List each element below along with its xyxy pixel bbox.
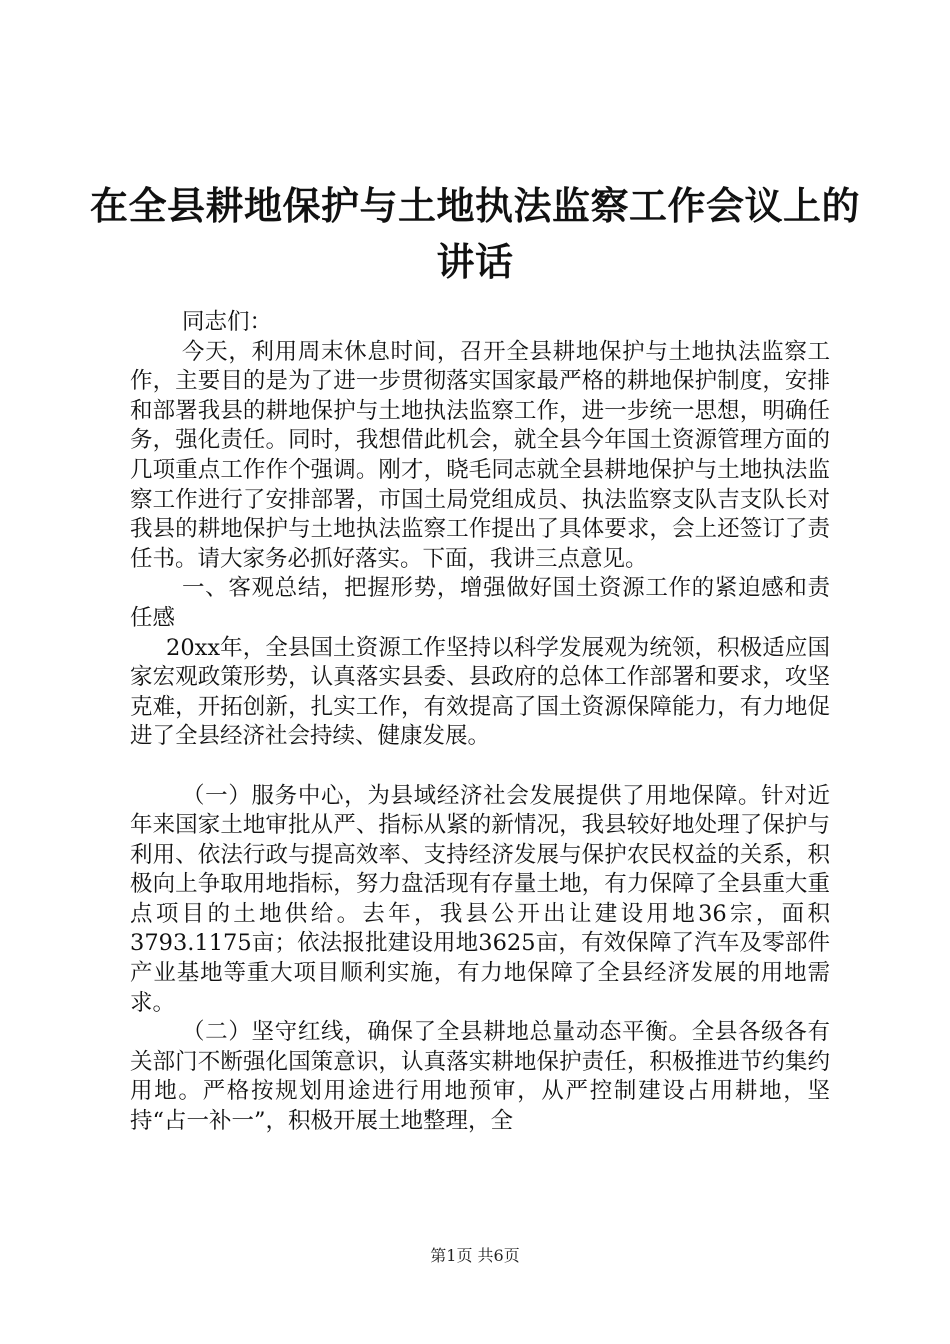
paragraph-spacer <box>130 752 830 782</box>
salutation: 同志们： <box>182 309 273 335</box>
page-footer: 第1页 共6页 <box>430 1246 520 1265</box>
paragraph-point-2: （二）坚守红线，确保了全县耕地总量动态平衡。全县各级各有关部门不断强化国策意识，认真落实耕地保护责任，积极推进节约集约用地。严格按规划用途进行用地预审，从严控制建设占用耕地，坚持“占一补一”，积极开展土地整理，全 <box>130 1019 830 1135</box>
paragraph-intro: 今天，利用周末休息时间，召开全县耕地保护与土地执法监察工作，主要目的是为了进一步贯彻落实国家最严格的耕地保护制度，安排和部署我县的耕地保护与土地执法监察工作，进一步统一思想，明确任务，强化责任。同时，我想借此机会，就全县今年国土资源管理方面的几项重点工作作个强调。刚才，晓毛同志就全县耕地保护与土地执法监察工作进行了安排部署，市国土局党组成员、执法监察支队吉支队长对我县的耕地保护与土地执法监察工作提出了具体要求，会上还签订了责任书。请大家务必抓好落实。下面，我讲三点意见。 <box>130 338 830 572</box>
section-heading-1: 一、客观总结，把握形势，增强做好国土资源工作的紧迫感和责任感 <box>130 575 830 631</box>
document-body <box>130 308 830 1137</box>
document-title-line2: 讲话 <box>436 240 514 284</box>
paragraph-point-1: （一）服务中心，为县域经济社会发展提供了用地保障。针对近年来国家土地审批从严、指标从紧的新情况，我县较好地处理了保护与利用、依法行政与提高效率、支持经济发展与保护农民权益的关系，积极向上争取用地指标，努力盘活现有存量土地，有力保障了全县重大重点项目的土地供给。去年，我县公开出让建设用地36宗，面积3793.1175亩；依法报批建设用地3625亩，有效保障了汽车及零部件产业基地等重大项目顺利实施，有力地保障了全县经济发展的用地需求。 <box>130 782 830 1016</box>
paragraph-summary: 20xx年，全县国土资源工作坚持以科学发展观为统领，积极适应国家宏观政策形势，认真落实县委、县政府的总体工作部署和要求，攻坚克难，开拓创新，扎实工作，有效提高了国土资源保障能力，有力地促进了全县经济社会持续、健康发展。 <box>130 634 830 750</box>
document-title-line1: 在全县耕地保护与土地执法监察工作会议上的 <box>89 184 860 228</box>
